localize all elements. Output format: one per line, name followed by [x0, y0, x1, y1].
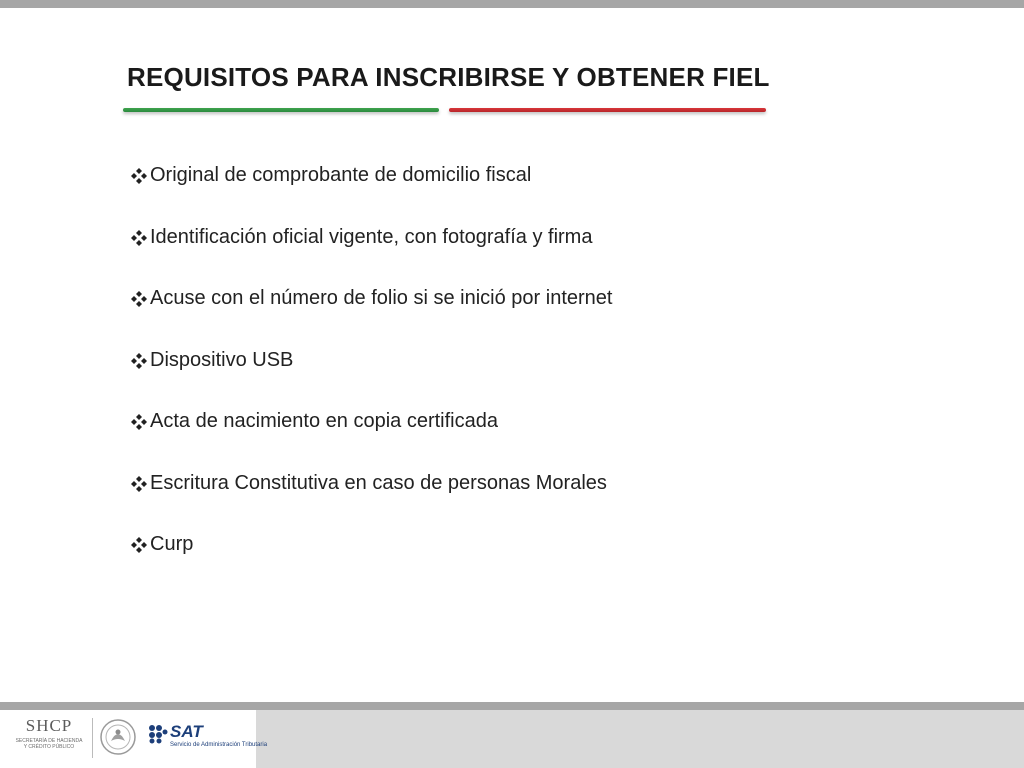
list-item-text: Escritura Constitutiva en caso de personas Morales	[150, 471, 607, 494]
diamond-bullet-icon	[130, 167, 148, 185]
top-bar	[0, 0, 1024, 8]
list-item	[130, 410, 612, 472]
list-item-text: Identificación oficial vigente, con fotografía y firma	[150, 225, 593, 248]
shcp-logo-text: SHCP	[25, 716, 73, 735]
list-item	[130, 226, 612, 288]
requirements-list	[130, 164, 612, 595]
sat-logo-text: SAT	[170, 722, 203, 741]
title-underline-green	[123, 108, 439, 112]
slide-title: REQUISITOS PARA INSCRIBIRSE Y OBTENER FIEL	[127, 62, 770, 92]
sat-dots-icon	[148, 724, 168, 744]
sat-logo	[148, 722, 268, 756]
diamond-bullet-icon	[130, 352, 148, 370]
diamond-bullet-icon	[130, 475, 148, 493]
shcp-logo-subtitle: SECRETARÍA DE HACIENDA Y CRÉDITO PÚBLICO	[15, 738, 83, 750]
list-item	[130, 533, 612, 595]
diamond-bullet-icon	[130, 413, 148, 431]
mexico-coat-of-arms-icon	[99, 717, 137, 757]
list-item-text: Original de comprobante de domicilio fiscal	[150, 164, 532, 186]
list-item-text: Curp	[150, 533, 194, 555]
list-item	[130, 287, 612, 349]
sat-logo-subtitle: Servicio de Administración Tributaria	[170, 742, 268, 748]
list-item	[130, 472, 612, 534]
footer-logo-panel	[0, 710, 268, 768]
list-item-text: Acta de nacimiento en copia certificada	[150, 410, 498, 432]
list-item-text: Dispositivo USB	[150, 348, 294, 371]
diamond-bullet-icon	[130, 290, 148, 308]
footer-rule	[0, 702, 1024, 710]
list-item-text: Acuse con el número de folio si se inició por internet	[150, 287, 613, 309]
diamond-bullet-icon	[130, 536, 148, 554]
list-item	[130, 349, 612, 411]
title-underline-red	[449, 108, 766, 112]
list-item	[130, 164, 612, 226]
shcp-logo	[14, 716, 84, 750]
diamond-bullet-icon	[130, 229, 148, 247]
logo-divider	[92, 718, 93, 758]
